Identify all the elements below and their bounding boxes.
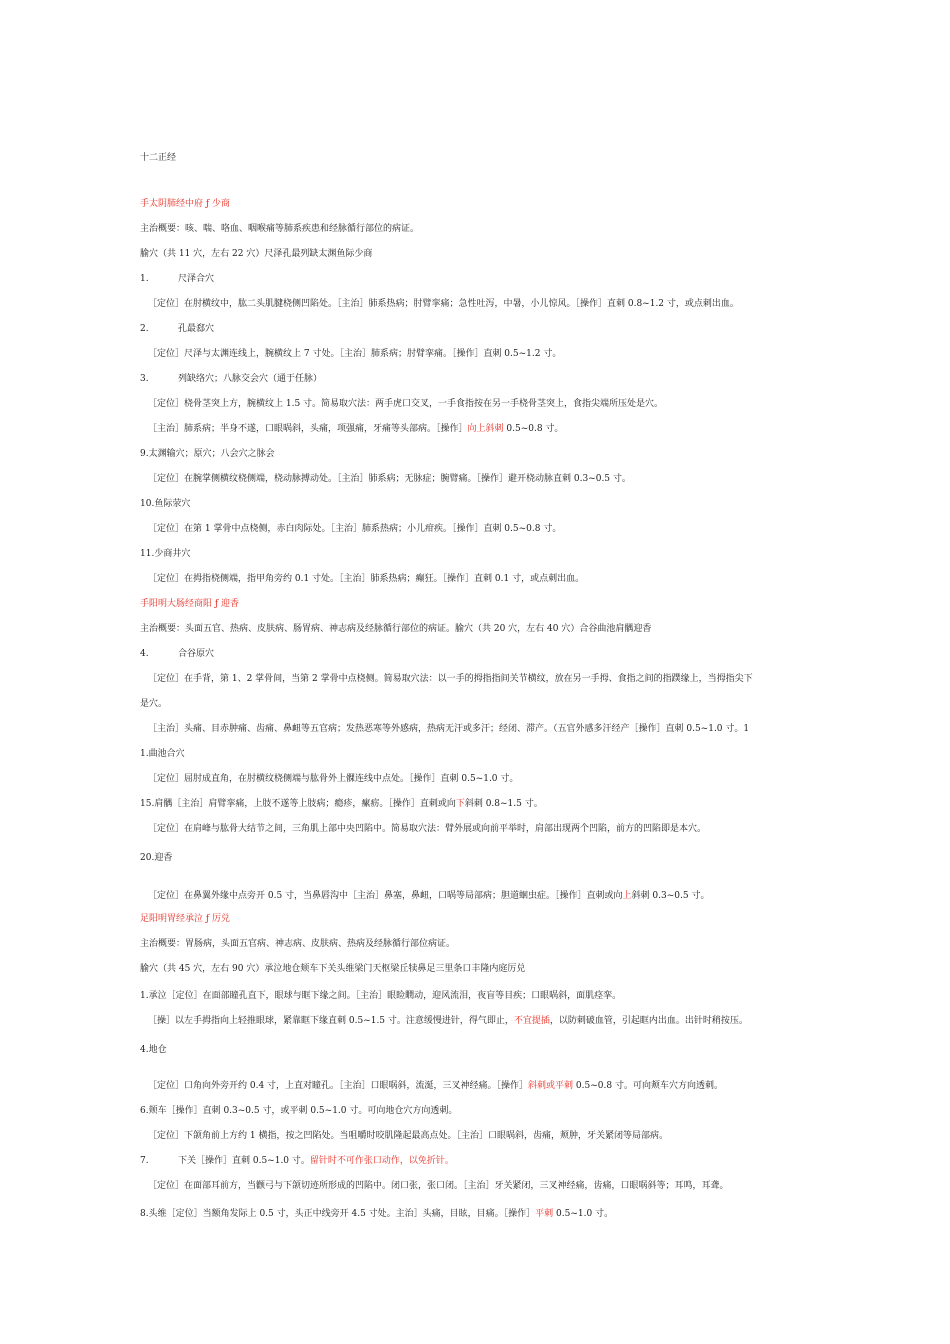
text-segment: ［定位］在手背，第 1、2 掌骨间，当第 2 掌骨中点桡侧。简易取穴法：以一手的拇指指间关节横纹，放在另一手拇、食指之间的指蹼缘上，当拇指尖下 <box>148 674 753 684</box>
text-segment: ［定位］下颌角前上方约 1 横指，按之凹陷处。当咀嚼时咬肌隆起最高点处。［主治］口眼㖞斜，齿痛，颊肿，牙关紧闭等局部病。 <box>148 1131 668 1141</box>
highlight-text: 向上斜刺 <box>467 424 504 434</box>
text-line <box>148 473 828 485</box>
text-segment: 手太阴肺经中府 ƒ 少商 <box>140 199 231 209</box>
text-line <box>148 823 828 835</box>
item-number: 1. <box>140 274 149 284</box>
text-line <box>140 1105 820 1117</box>
text-line <box>140 963 820 975</box>
text-segment: 手阳明大肠经商阳 ƒ 迎香 <box>140 599 240 609</box>
text-segment: ［定位］在第 1 掌骨中点桡侧，赤白肉际处。［主治］肺系热病；小儿疳疾。［操作］直刺 0.5~0.8 寸。 <box>148 524 562 534</box>
text-segment: 十二正经 <box>140 153 177 163</box>
text-line <box>140 698 820 710</box>
text-line <box>140 798 820 810</box>
text-line <box>140 1044 820 1056</box>
text-line <box>148 773 828 785</box>
item-number: 3. <box>140 374 149 384</box>
text-segment: 11.少商井穴 <box>140 549 191 559</box>
highlight-text: 上 <box>622 891 632 901</box>
text-segment: ［主治］头痛、目赤肿痛、齿痛、鼻衄等五官病；发热恶寒等外感病，热病无汗或多汗；经闭、滞产。（五官外感多汗经产［操作］直刺 0.5~1.0 寸。1 <box>148 724 750 734</box>
text-segment: 0.5~1.0 寸。 <box>553 1209 614 1219</box>
text-line <box>148 298 828 310</box>
text-segment: 4.地仓 <box>140 1045 167 1055</box>
section-heading <box>140 913 820 925</box>
text-segment: 8.头维［定位］当额角发际上 0.5 寸，头正中线旁开 4.5 寸处。主治］头痛，目眩，目痛。［操作］ <box>140 1209 536 1219</box>
text-segment: 腧穴（共 45 穴，左右 90 穴）承泣地仓颊车下关头维梁门天枢梁丘犊鼻足三里条口丰隆内庭厉兑 <box>140 964 526 974</box>
text-segment: 0.5~0.8 寸。 <box>503 424 564 434</box>
text-line <box>140 648 820 660</box>
text-segment: ［定位］在鼻翼外缘中点旁开 0.5 寸，当鼻唇沟中［主治］鼻塞，鼻衄，口㖞等局部病；胆道蛔虫症。［操作］直刺或向 <box>148 891 623 901</box>
text-segment: ［定位］在肘横纹中，肱二头肌腱桡侧凹陷处。［主治］肺系热病；肘臂挛痛；急性吐泻，中暑，小儿惊风。［操作］直刺 0.8~1.2 寸，或点刺出血。 <box>148 299 739 309</box>
text-line <box>148 423 828 435</box>
text-line <box>140 623 820 635</box>
highlight-text: 斜刺或平刺 <box>528 1081 574 1091</box>
item-number: 7. <box>140 1156 149 1166</box>
text-segment: 20.迎香 <box>140 853 173 863</box>
text-segment: 0.5~0.8 寸。可向颊车穴方向透刺。 <box>573 1081 723 1091</box>
text-segment: ［主治］肺系病；半身不遂，口眼㖞斜，头痛，项强痛，牙痛等头部病。［操作］ <box>148 424 468 434</box>
text-segment: 1.曲池合穴 <box>140 749 185 759</box>
text-segment: 主治概要：头面五官、热病、皮肤病、肠胃病、神志病及经脉循行部位的病证。腧穴（共 20 穴，左右 40 穴）合谷曲池肩髃迎香 <box>140 624 652 634</box>
text-segment: 6.颊车［操作］直刺 0.3~0.5 寸，或平刺 0.5~1.0 寸。可向地仓穴方向透刺。 <box>140 1106 458 1116</box>
text-segment: 合谷原穴 <box>178 649 215 659</box>
text-line <box>140 373 820 385</box>
text-line <box>140 152 820 164</box>
text-segment: 是穴。 <box>140 699 168 709</box>
highlight-text: 下 <box>455 799 465 809</box>
item-number: 4. <box>140 649 149 659</box>
text-segment: ，以防刺破血管，引起眶内出血。出针时稍按压。 <box>549 1016 748 1026</box>
text-line <box>148 523 828 535</box>
text-line <box>148 348 828 360</box>
text-segment: 腧穴（共 11 穴，左右 22 穴）尺泽孔最列缺太渊鱼际少商 <box>140 249 373 259</box>
text-segment: 10.鱼际荥穴 <box>140 499 191 509</box>
text-line <box>140 938 820 950</box>
highlight-text: 平刺 <box>535 1209 554 1219</box>
section-heading <box>140 598 820 610</box>
text-line <box>140 273 820 285</box>
text-line <box>140 323 820 335</box>
text-line <box>148 573 828 585</box>
text-line <box>148 723 828 735</box>
text-line <box>148 398 828 410</box>
text-segment: 足阳明胃经承泣 ƒ 厉兑 <box>140 914 231 924</box>
text-line <box>140 223 820 235</box>
text-segment: 孔最郄穴 <box>178 324 215 334</box>
text-segment: ［定位］在面部耳前方，当颧弓与下颌切迹所形成的凹陷中。闭口张，张口闭。［主治］牙关紧闭，三叉神经痛，齿痛，口眼㖞斜等；耳鸣，耳聋。 <box>148 1181 729 1191</box>
section-heading <box>140 198 820 210</box>
text-line <box>140 990 820 1002</box>
text-line <box>140 548 820 560</box>
text-segment: ［定位］在腕掌侧横纹桡侧端，桡动脉搏动处。［主治］肺系病；无脉症；腕臂痛。［操作］避开桡动脉直刺 0.3~0.5 寸。 <box>148 474 631 484</box>
text-segment: ［定位］桡骨茎突上方，腕横纹上 1.5 寸。简易取穴法：两手虎口交叉，一手食指按在另一手桡骨茎突上，食指尖端所压处是穴。 <box>148 399 664 409</box>
text-line <box>148 1015 828 1027</box>
text-segment: ［操］以左手拇指向上轻推眼球，紧靠眶下缘直刺 0.5~1.5 寸。注意缓慢进针，得气即止， <box>148 1016 514 1026</box>
text-segment: ［定位］在肩峰与肱骨大结节之间，三角肌上部中央凹陷中。简易取穴法：臂外展或向前平举时，肩部出现两个凹陷，前方的凹陷即是本穴。 <box>148 824 707 834</box>
text-segment: 9.太渊输穴；原穴；八会穴之脉会 <box>140 449 275 459</box>
text-line <box>148 1080 828 1092</box>
text-segment: 列缺络穴；八脉交会穴（通于任脉） <box>178 374 323 384</box>
text-line <box>140 448 820 460</box>
text-segment: 斜刺 0.8~1.5 寸。 <box>464 799 543 809</box>
text-line <box>148 890 828 902</box>
text-line <box>140 248 820 260</box>
text-segment: 下关［操作］直刺 0.5~1.0 寸。 <box>178 1156 310 1166</box>
text-line <box>140 852 820 864</box>
text-segment: 主治概要：咳、喘、咯血、咽喉痛等肺系疾患和经脉循行部位的病证。 <box>140 224 420 234</box>
text-segment: ［定位］在拇指桡侧端，指甲角旁约 0.1 寸处。［主治］肺系热病；癫狂。［操作］直刺 0.1 寸，或点刺出血。 <box>148 574 585 584</box>
text-segment: 主治概要：胃肠病，头面五官病、神志病、皮肤病、热病及经脉循行部位病证。 <box>140 939 456 949</box>
text-line <box>140 748 820 760</box>
text-segment: 15.肩髃［主治］肩臂挛痛，上肢不遂等上肢病；瘾疹，瘰疬。［操作］直刺或向 <box>140 799 456 809</box>
text-line <box>140 1208 820 1220</box>
text-segment: ［定位］屈肘成直角，在肘横纹桡侧端与肱骨外上髁连线中点处。［操作］直刺 0.5~1.0 寸。 <box>148 774 519 784</box>
text-line <box>140 1155 820 1167</box>
item-number: 2. <box>140 324 149 334</box>
highlight-text: 不宜提插 <box>513 1016 550 1026</box>
text-segment: ［定位］尺泽与太渊连线上，腕横纹上 7 寸处。［主治］肺系病；肘臂挛痛。［操作］直刺 0.5~1.2 寸。 <box>148 349 562 359</box>
text-line <box>148 673 828 685</box>
text-segment: 1.承泣［定位］在面部瞳孔直下，眼球与眶下缘之间。［主治］眼睑瞤动，迎风流泪，夜盲等目疾；口眼㖞斜，面肌痉挛。 <box>140 991 622 1001</box>
text-segment: ［定位］口角向外旁开约 0.4 寸，上直对瞳孔。［主治］口眼㖞斜，流涎，三叉神经痛。［操作］ <box>148 1081 529 1091</box>
highlight-text: 留针时不可作张口动作，以免折针。 <box>309 1156 454 1166</box>
text-line <box>148 1130 828 1142</box>
text-segment: 尺泽合穴 <box>178 274 215 284</box>
text-line <box>140 498 820 510</box>
text-line <box>148 1180 828 1192</box>
text-segment: 斜刺 0.3~0.5 寸。 <box>631 891 710 901</box>
